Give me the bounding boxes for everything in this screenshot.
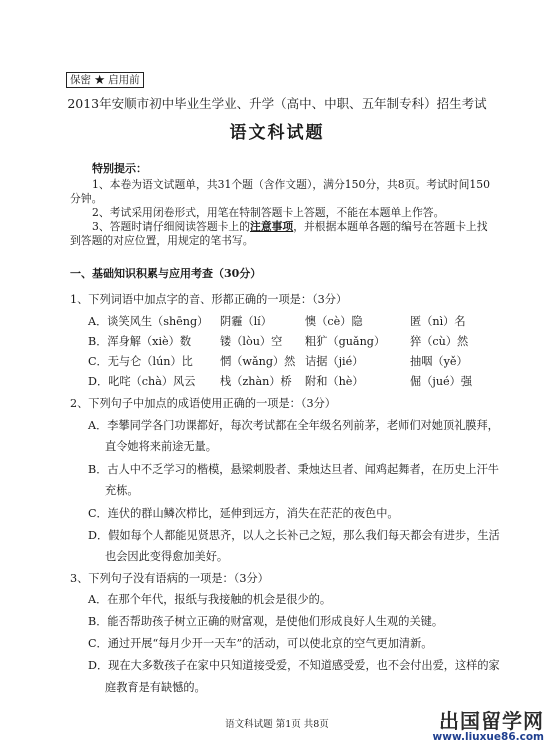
q3-option-c: C．通过开展“每月少开一天车”的活动，可以使北京的空气更加清新。 (88, 637, 433, 650)
q1-option-d-4: 倔（jué）强 (410, 375, 473, 388)
notice-item-1: 1、本卷为语文试题单，共31个题（含作文题），满分150分，共8页。考试时间150 (92, 178, 490, 191)
q1-option-d-2: 栈（zhàn）桥 (220, 375, 292, 388)
q1-option-c-3: 诘据（jié） (305, 355, 364, 368)
notice-item-1-cont: 分钟。 (70, 192, 103, 205)
q2-option-a-cont: 直令她将来前途无量。 (105, 440, 217, 453)
notice-heading: 特别提示： (92, 162, 147, 175)
q3-option-a: A．在那个年代，报纸与我接触的机会是很少的。 (88, 593, 332, 606)
q1-option-b-4: 猝（cù）然 (410, 335, 469, 348)
q1-option-a-2: 阴霾（lí） (220, 315, 272, 328)
q2-option-a: A．李攀同学各门功课都好，每次考试都在全年级名列前茅，老师们对她顶礼膜拜， (88, 419, 499, 432)
exam-title: 2013年安顺市初中毕业生学业、升学（高中、中职、五年制专科）招生考试 (67, 96, 487, 111)
q2-option-b: B．古人中不乏学习的楷模，悬梁刺股者、秉烛达旦者、闻鸡起舞者，在历史上汗牛 (88, 463, 499, 476)
page-footer: 语文科试题 第1页 共8页 (225, 719, 329, 730)
q1-option-b-1: B．浑身解（xiè）数 (88, 335, 192, 348)
q3-option-d: D．现在大多数孩子在家中只知道接受爱，不知道感受爱，也不会付出爱，这样的家 (88, 659, 500, 672)
q3-option-d-cont: 庭教育是有缺憾的。 (105, 681, 206, 694)
q2-option-d-cont: 也会因此变得愈加美好。 (105, 550, 229, 563)
q1-option-c-2: 惘（wǎng）然 (220, 355, 296, 368)
q1-option-a-1: A．谈笑风生（shēng） (88, 315, 209, 328)
q2-option-c: C．连伏的群山鳞次栉比，延伸到远方，消失在茫茫的夜色中。 (88, 507, 399, 520)
question-1-stem: 1、下列词语中加点字的音、形都正确的一项是：（3分） (70, 293, 348, 306)
q3-option-b: B．能否帮助孩子树立正确的财富观，是使他们形成良好人生观的关键。 (88, 615, 444, 628)
secret-label: 保密 ★ 启用前 (66, 72, 144, 88)
notice-item-3-b: ，并根据本题单各题的编号在答题卡上找 (293, 220, 488, 233)
notice-item-3-emphasis: 注意事项 (250, 220, 294, 233)
q1-option-a-3: 懊（cè）隐 (305, 315, 363, 328)
q1-option-a-4: 匿（nì）名 (410, 315, 466, 328)
notice-item-2: 2、考试采用闭卷形式，用笔在特制答题卡上答题，不能在本题单上作答。 (92, 206, 445, 219)
q1-option-c-4: 抽咽（yě） (410, 355, 468, 368)
watermark-url: www.liuxue86.com (432, 731, 544, 743)
subject-title: 语文科试题 (229, 123, 325, 143)
section-title: 一、基础知识积累与应用考查（30分） (70, 267, 262, 280)
notice-item-3 (92, 220, 488, 233)
q1-option-d-3: 附和（hè） (305, 375, 364, 388)
question-2-stem: 2、下列句子中加点的成语使用正确的一项是：（3分） (70, 397, 336, 410)
q1-option-c-1: C．无与仑（lún）比 (88, 355, 193, 368)
notice-item-3-cont: 到答题的对应位置，用规定的笔书写。 (70, 234, 254, 247)
q1-option-b-2: 镂（lòu）空 (220, 335, 283, 348)
q1-option-b-3: 粗犷（guǎng） (305, 335, 386, 348)
question-3-stem: 3、下列句子没有语病的一项是：（3分） (70, 572, 269, 585)
q2-option-b-cont: 充栋。 (105, 484, 139, 497)
notice-item-3-a: 3、答题时请仔细阅读答题卡上的 (92, 220, 251, 233)
q1-option-d-1: D．叱咤（chà）风云 (88, 375, 196, 388)
q2-option-d: D．假如每个人都能见贤思齐，以人之长补己之短，那么我们每天都会有进步，生活 (88, 529, 500, 542)
watermark-logo-text: 出国留学网 (439, 709, 544, 733)
